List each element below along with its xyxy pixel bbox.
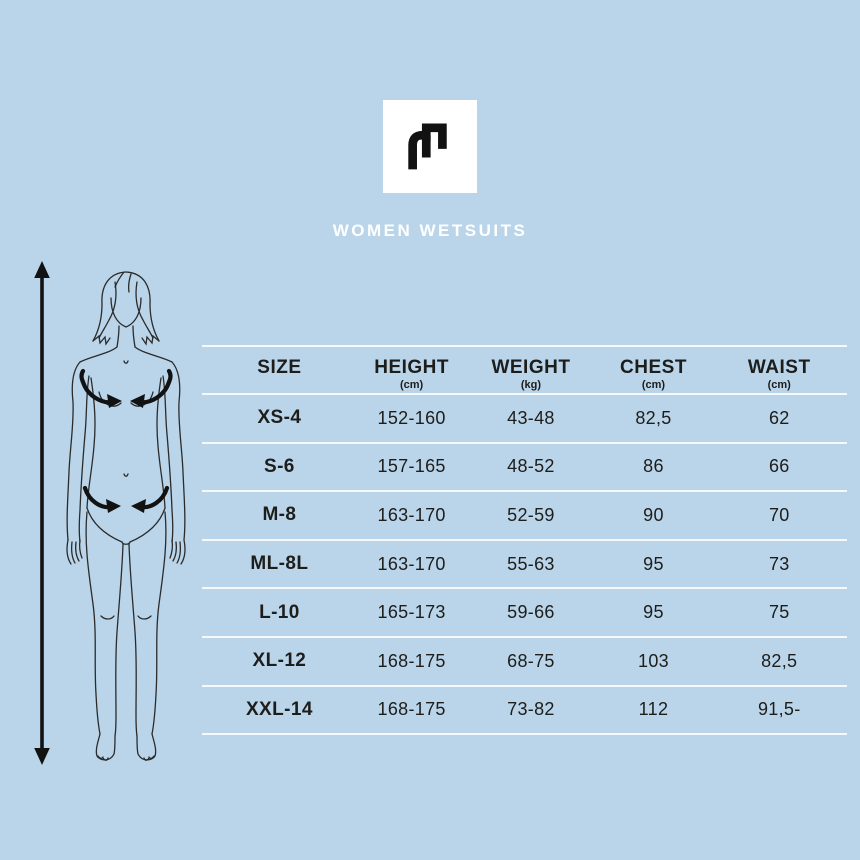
chest-cell: 103 (638, 650, 669, 671)
woman-body-line-drawing (58, 262, 194, 767)
waist-cell: 66 (768, 456, 790, 477)
weight-cell: 55-63 (507, 553, 555, 574)
chest-cell: 82,5 (635, 407, 672, 428)
column-header-chest: CHEST (cm) (620, 357, 687, 391)
m-brand-logo-icon (399, 116, 461, 178)
chest-cell: 90 (643, 504, 664, 525)
waist-cell: 75 (768, 602, 790, 623)
size-cell: S-6 (264, 455, 295, 477)
height-cell: 163-170 (377, 504, 446, 525)
brand-logo (383, 100, 477, 193)
height-cell: 163-170 (377, 553, 446, 574)
size-cell: ML-8L (250, 553, 309, 575)
chest-cell: 95 (643, 602, 664, 623)
chest-cell: 86 (643, 456, 664, 477)
column-header-waist: WAIST (cm) (747, 357, 811, 391)
size-table (202, 345, 847, 735)
waist-cell: 70 (768, 504, 790, 525)
waist-circumference-arrows-icon (85, 488, 167, 507)
size-cell: XS-4 (257, 407, 302, 429)
chest-cell: 112 (638, 699, 669, 720)
waist-cell: 82,5 (761, 650, 798, 671)
size-table-row (202, 395, 847, 444)
weight-cell: 59-66 (507, 602, 555, 623)
height-cell: 165-173 (377, 602, 446, 623)
height-cell: 152-160 (377, 407, 446, 428)
size-table-row (202, 638, 847, 687)
size-cell: L-10 (259, 601, 300, 623)
chest-circumference-arrows-icon (82, 371, 171, 402)
column-header-height: HEIGHT (cm) (374, 357, 449, 391)
size-cell: XXL-14 (245, 698, 313, 720)
chest-cell: 95 (643, 553, 664, 574)
weight-cell: 73-82 (507, 699, 555, 720)
height-cell: 157-165 (377, 456, 446, 477)
size-table-row (202, 492, 847, 541)
weight-cell: 52-59 (507, 504, 555, 525)
waist-cell: 73 (768, 553, 790, 574)
weight-cell: 48-52 (507, 456, 555, 477)
size-table-row (202, 541, 847, 590)
weight-cell: 43-48 (507, 407, 555, 428)
column-header-weight: WEIGHT (kg) (491, 357, 571, 391)
column-header-size: SIZE (257, 357, 302, 378)
waist-cell: 62 (768, 407, 790, 428)
size-table-body (202, 395, 847, 735)
size-table-header-row (202, 347, 847, 395)
size-table-row (202, 589, 847, 638)
page-title: WOMEN WETSUITS (332, 221, 528, 240)
size-cell: XL-12 (252, 650, 307, 672)
size-table-row (202, 687, 847, 736)
size-table-row (202, 444, 847, 493)
vertical-double-arrow-icon (29, 260, 55, 766)
weight-cell: 68-75 (507, 650, 555, 671)
size-cell: M-8 (262, 504, 297, 526)
waist-cell: 91,5- (757, 699, 801, 720)
height-cell: 168-175 (377, 650, 446, 671)
height-cell: 168-175 (377, 699, 446, 720)
